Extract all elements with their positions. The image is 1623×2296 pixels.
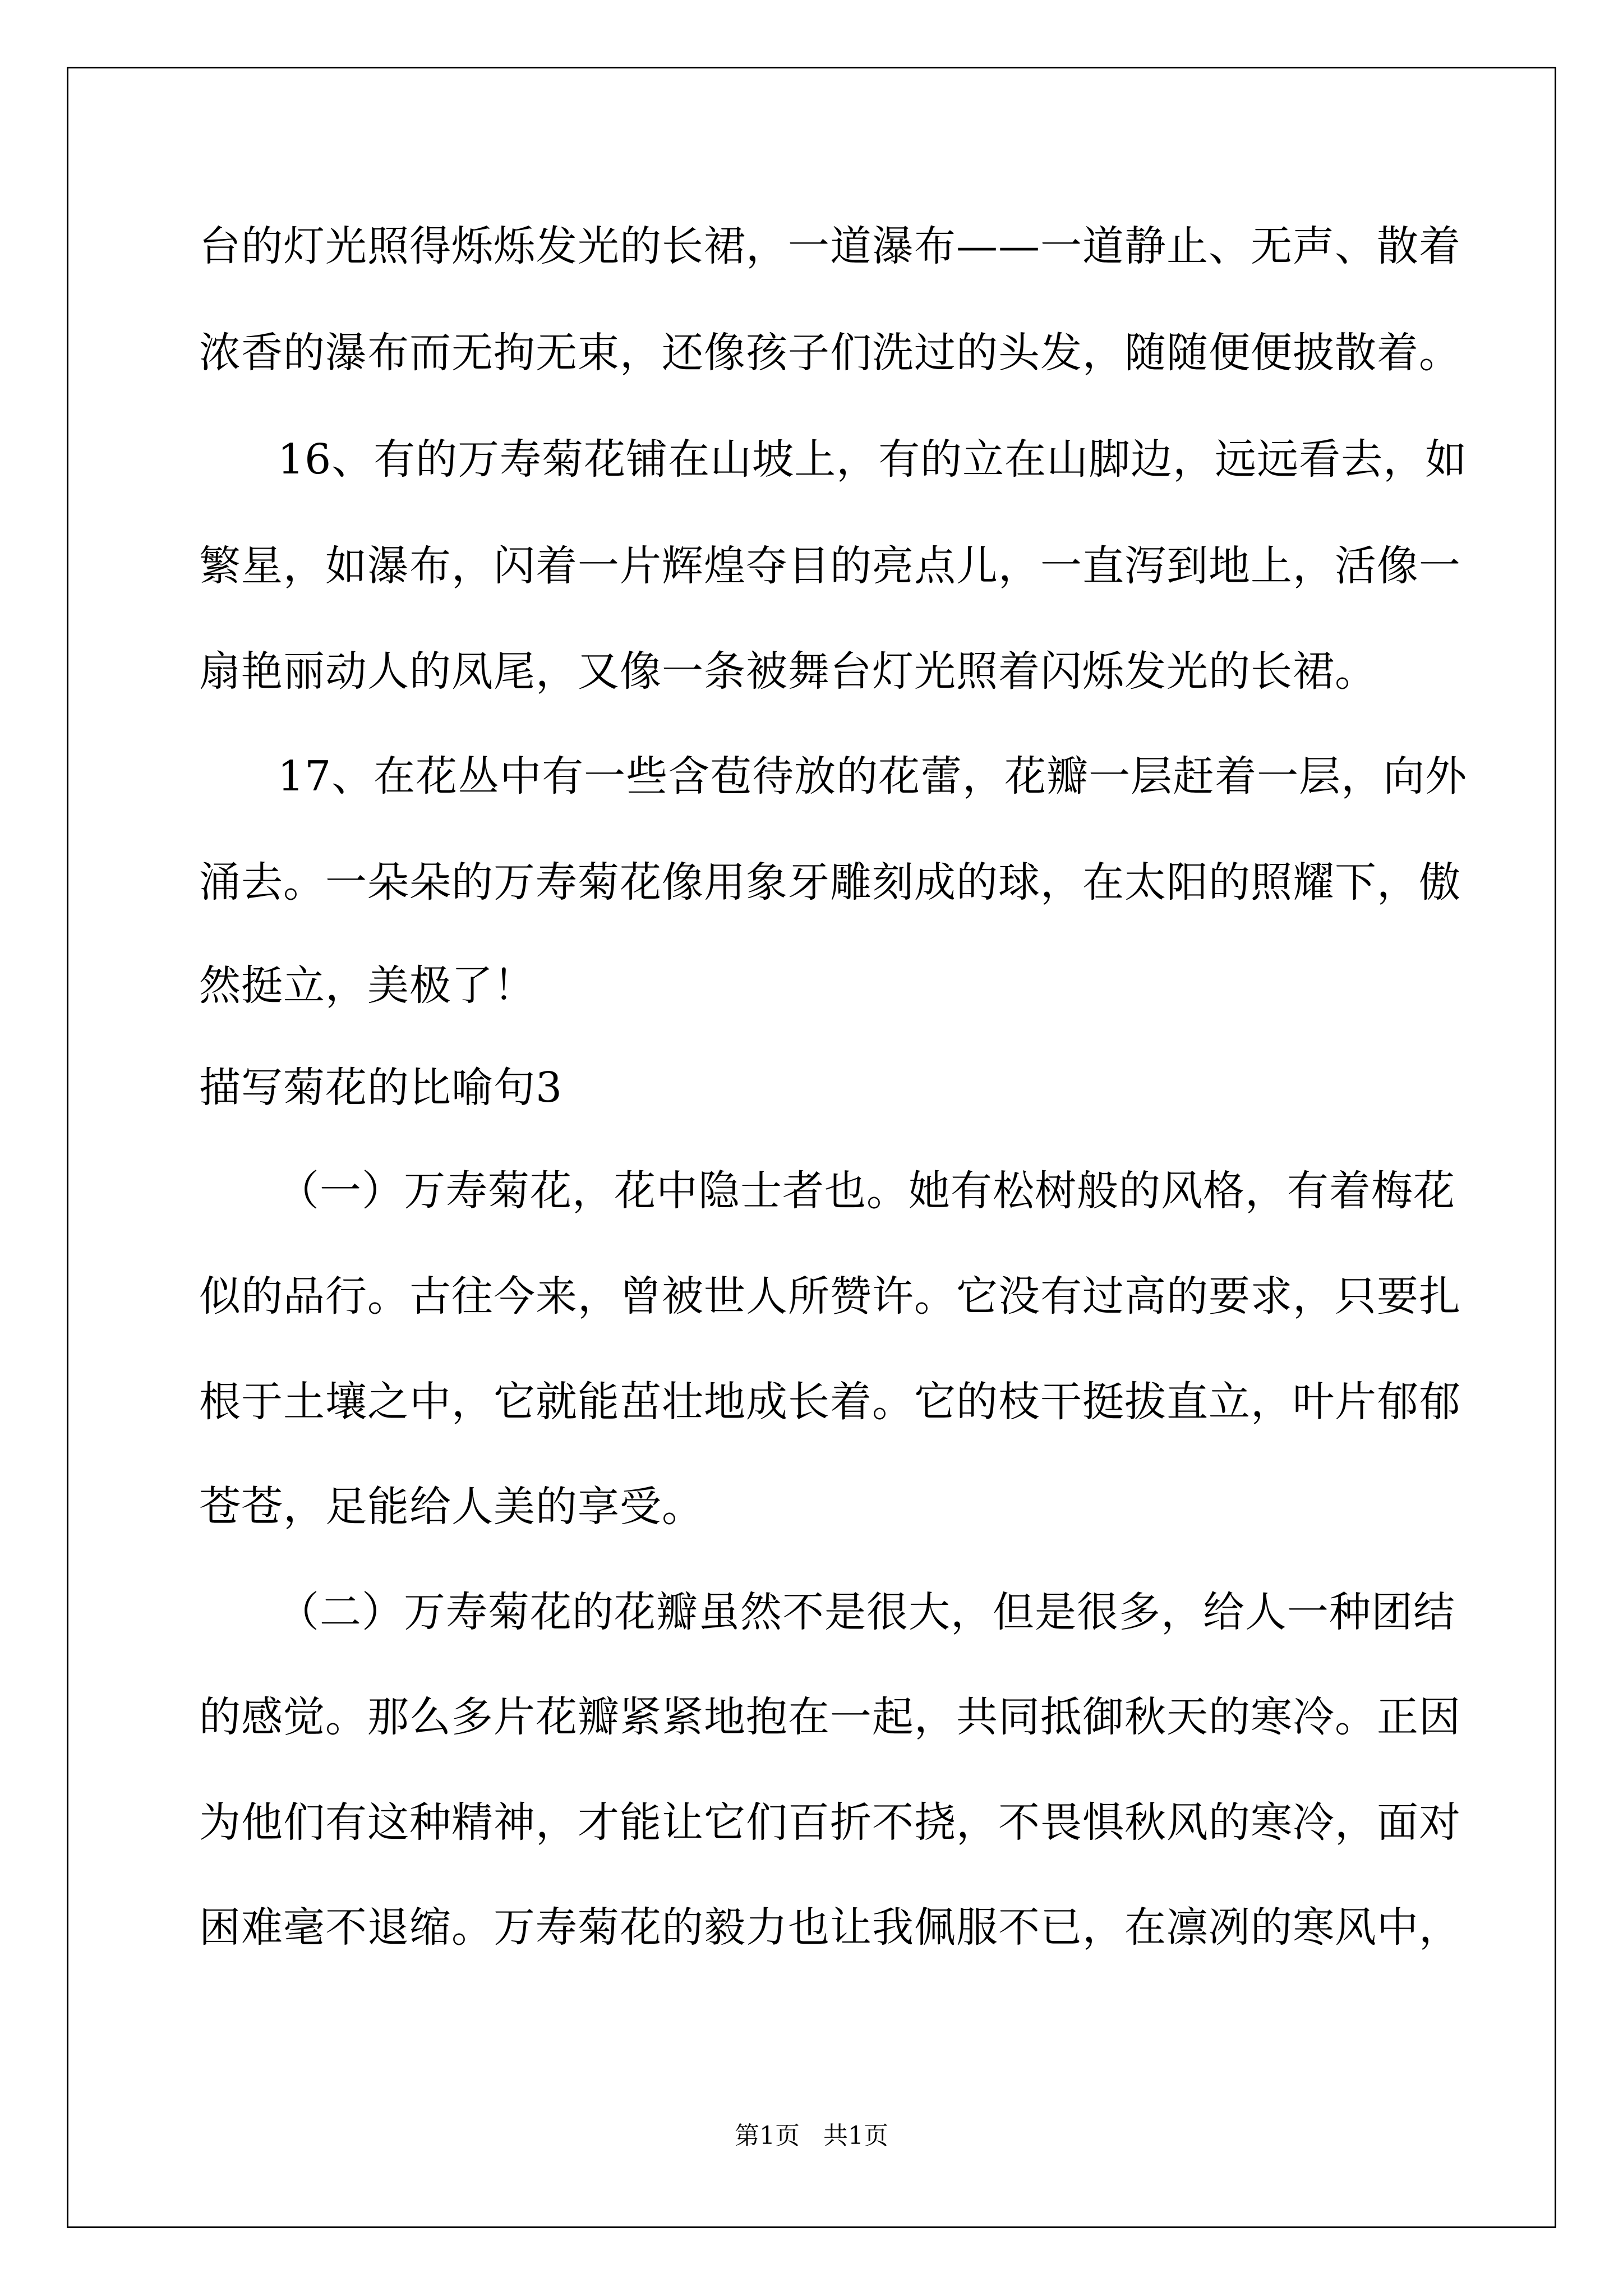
paragraph-line: 的感觉。那么多片花瓣紧紧地抱在一起，共同抵御秋天的寒冷。正因	[199, 1693, 1461, 1741]
paragraph-line: 浓香的瀑布而无拘无束，还像孩子们洗过的头发，随随便便披散着。	[199, 329, 1461, 377]
paragraph-line: 繁星，如瀑布，闪着一片辉煌夺目的亮点儿，一直泻到地上，活像一	[199, 542, 1461, 590]
paragraph-line: （二）万寿菊花的花瓣虽然不是很大，但是很多，给人一种团结	[278, 1588, 1455, 1636]
paragraph-line: 为他们有这种精神，才能让它们百折不挠，不畏惧秋风的寒冷，面对	[199, 1798, 1461, 1847]
paragraph-line: 17、在花丛中有一些含苞待放的花蕾，花瓣一层赶着一层，向外	[278, 752, 1468, 800]
paragraph-line: 扇艳丽动人的凤尾，又像一条被舞台灯光照着闪烁发光的长裙。	[199, 647, 1377, 696]
paragraph-line: 16、有的万寿菊花铺在山坡上，有的立在山脚边，远远看去，如	[278, 435, 1468, 484]
paragraph-line: （一）万寿菊花，花中隐士者也。她有松树般的风格，有着梅花	[278, 1167, 1455, 1215]
paragraph-line: 涌去。一朵朵的万寿菊花像用象牙雕刻成的球，在太阳的照耀下，傲	[199, 858, 1461, 907]
paragraph-line: 困难毫不退缩。万寿菊花的毅力也让我佩服不已，在凛冽的寒风中，	[199, 1903, 1461, 1952]
paragraph-line: 根于土壤之中，它就能茁壮地成长着。它的枝干挺拔直立，叶片郁郁	[199, 1378, 1461, 1426]
paragraph-line: 似的品行。古往今来，曾被世人所赞许。它没有过高的要求，只要扎	[199, 1272, 1461, 1320]
page-number-footer: 第1页 共1页	[735, 2122, 888, 2150]
paragraph-line: 然挺立，美极了！	[199, 961, 536, 1010]
section-heading: 描写菊花的比喻句3	[199, 1064, 563, 1112]
paragraph-line: 台的灯光照得烁烁发光的长裙，一道瀑布——一道静止、无声、散着	[199, 222, 1461, 270]
paragraph-line: 苍苍，足能给人美的享受。	[199, 1483, 704, 1531]
